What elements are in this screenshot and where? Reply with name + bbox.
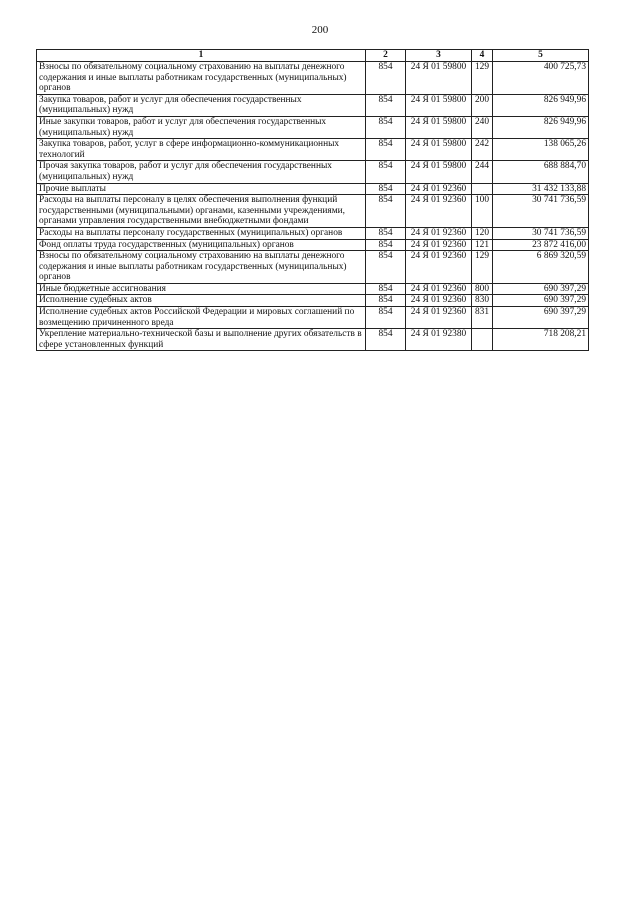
table-row bbox=[37, 116, 589, 138]
row-sum-cell: 138 065,26 bbox=[493, 139, 589, 161]
row-sum-cell: 31 432 133,88 bbox=[493, 183, 589, 195]
row-vr-cell: 200 bbox=[472, 94, 493, 116]
row-sum-cell: 688 884,70 bbox=[493, 161, 589, 183]
column-header: 2 bbox=[366, 50, 406, 62]
row-vr-cell bbox=[472, 329, 493, 351]
row-ved-cell: 854 bbox=[366, 183, 406, 195]
row-csr-cell: 24 Я 01 92360 bbox=[406, 239, 472, 251]
row-sum-cell: 6 869 320,59 bbox=[493, 251, 589, 284]
row-vr-cell: 831 bbox=[472, 307, 493, 329]
column-header: 3 bbox=[406, 50, 472, 62]
row-csr-cell: 24 Я 01 59800 bbox=[406, 62, 472, 95]
table-row bbox=[37, 307, 589, 329]
row-ved-cell: 854 bbox=[366, 227, 406, 239]
row-ved-cell: 854 bbox=[366, 139, 406, 161]
row-vr-cell bbox=[472, 183, 493, 195]
row-csr-cell: 24 Я 01 92360 bbox=[406, 295, 472, 307]
row-name-cell: Взносы по обязательному социальному страхованию на выплаты денежного содержания и иные выплаты работникам государственных (муниципальных) органов bbox=[37, 251, 366, 284]
row-name-cell: Прочая закупка товаров, работ и услуг для обеспечения государственных (муниципальных) нужд bbox=[37, 161, 366, 183]
row-vr-cell: 120 bbox=[472, 227, 493, 239]
row-csr-cell: 24 Я 01 59800 bbox=[406, 116, 472, 138]
row-ved-cell: 854 bbox=[366, 94, 406, 116]
table-row bbox=[37, 139, 589, 161]
table-row bbox=[37, 94, 589, 116]
row-ved-cell: 854 bbox=[366, 251, 406, 284]
row-sum-cell: 690 397,29 bbox=[493, 295, 589, 307]
row-name-cell: Расходы на выплаты персоналу в целях обеспечения выполнения функций государственными (муниципальными) органами, казенными учреждениями, органами управления государственными внебюджетными фондами bbox=[37, 195, 366, 228]
table-row bbox=[37, 62, 589, 95]
row-name-cell: Укрепление материально-технической базы и выполнение других обязательств в сфере установленных функций bbox=[37, 329, 366, 351]
row-csr-cell: 24 Я 01 92360 bbox=[406, 283, 472, 295]
row-name-cell: Исполнение судебных актов Российской Федерации и мировых соглашений по возмещению причиненного вреда bbox=[37, 307, 366, 329]
row-vr-cell: 800 bbox=[472, 283, 493, 295]
row-sum-cell: 400 725,73 bbox=[493, 62, 589, 95]
row-ved-cell: 854 bbox=[366, 329, 406, 351]
table-row bbox=[37, 183, 589, 195]
row-name-cell: Закупка товаров, работ, услуг в сфере информационно-коммуникационных технологий bbox=[37, 139, 366, 161]
row-sum-cell: 30 741 736,59 bbox=[493, 227, 589, 239]
table-row bbox=[37, 295, 589, 307]
budget-table bbox=[36, 49, 589, 351]
row-vr-cell: 129 bbox=[472, 62, 493, 95]
table-header-row bbox=[37, 50, 589, 62]
row-vr-cell: 830 bbox=[472, 295, 493, 307]
table-row bbox=[37, 251, 589, 284]
table-row bbox=[37, 239, 589, 251]
row-csr-cell: 24 Я 01 59800 bbox=[406, 139, 472, 161]
row-name-cell: Расходы на выплаты персоналу государственных (муниципальных) органов bbox=[37, 227, 366, 239]
row-vr-cell: 121 bbox=[472, 239, 493, 251]
table-row bbox=[37, 161, 589, 183]
row-csr-cell: 24 Я 01 59800 bbox=[406, 94, 472, 116]
row-sum-cell: 826 949,96 bbox=[493, 94, 589, 116]
row-vr-cell: 240 bbox=[472, 116, 493, 138]
row-csr-cell: 24 Я 01 92360 bbox=[406, 251, 472, 284]
row-csr-cell: 24 Я 01 92380 bbox=[406, 329, 472, 351]
row-vr-cell: 244 bbox=[472, 161, 493, 183]
row-ved-cell: 854 bbox=[366, 295, 406, 307]
row-name-cell: Иные закупки товаров, работ и услуг для обеспечения государственных (муниципальных) нужд bbox=[37, 116, 366, 138]
table-row bbox=[37, 329, 589, 351]
row-sum-cell: 690 397,29 bbox=[493, 283, 589, 295]
row-csr-cell: 24 Я 01 92360 bbox=[406, 195, 472, 228]
row-ved-cell: 854 bbox=[366, 161, 406, 183]
row-sum-cell: 30 741 736,59 bbox=[493, 195, 589, 228]
row-name-cell: Фонд оплаты труда государственных (муниципальных) органов bbox=[37, 239, 366, 251]
row-ved-cell: 854 bbox=[366, 116, 406, 138]
table-row bbox=[37, 195, 589, 228]
row-sum-cell: 23 872 416,00 bbox=[493, 239, 589, 251]
row-ved-cell: 854 bbox=[366, 283, 406, 295]
column-header: 4 bbox=[472, 50, 493, 62]
row-name-cell: Иные бюджетные ассигнования bbox=[37, 283, 366, 295]
row-sum-cell: 826 949,96 bbox=[493, 116, 589, 138]
row-csr-cell: 24 Я 01 92360 bbox=[406, 227, 472, 239]
row-vr-cell: 242 bbox=[472, 139, 493, 161]
table-row bbox=[37, 227, 589, 239]
row-name-cell: Закупка товаров, работ и услуг для обеспечения государственных (муниципальных) нужд bbox=[37, 94, 366, 116]
row-vr-cell: 100 bbox=[472, 195, 493, 228]
row-csr-cell: 24 Я 01 59800 bbox=[406, 161, 472, 183]
row-ved-cell: 854 bbox=[366, 195, 406, 228]
table-body bbox=[37, 62, 589, 351]
row-ved-cell: 854 bbox=[366, 62, 406, 95]
column-header: 1 bbox=[37, 50, 366, 62]
row-csr-cell: 24 Я 01 92360 bbox=[406, 307, 472, 329]
row-sum-cell: 690 397,29 bbox=[493, 307, 589, 329]
row-name-cell: Прочие выплаты bbox=[37, 183, 366, 195]
row-sum-cell: 718 208,21 bbox=[493, 329, 589, 351]
row-vr-cell: 129 bbox=[472, 251, 493, 284]
row-name-cell: Взносы по обязательному социальному страхованию на выплаты денежного содержания и иные выплаты работникам государственных (муниципальных) органов bbox=[37, 62, 366, 95]
page-number: 200 bbox=[311, 24, 329, 36]
row-csr-cell: 24 Я 01 92360 bbox=[406, 183, 472, 195]
row-name-cell: Исполнение судебных актов bbox=[37, 295, 366, 307]
row-ved-cell: 854 bbox=[366, 307, 406, 329]
column-header: 5 bbox=[493, 50, 589, 62]
table-row bbox=[37, 283, 589, 295]
row-ved-cell: 854 bbox=[366, 239, 406, 251]
